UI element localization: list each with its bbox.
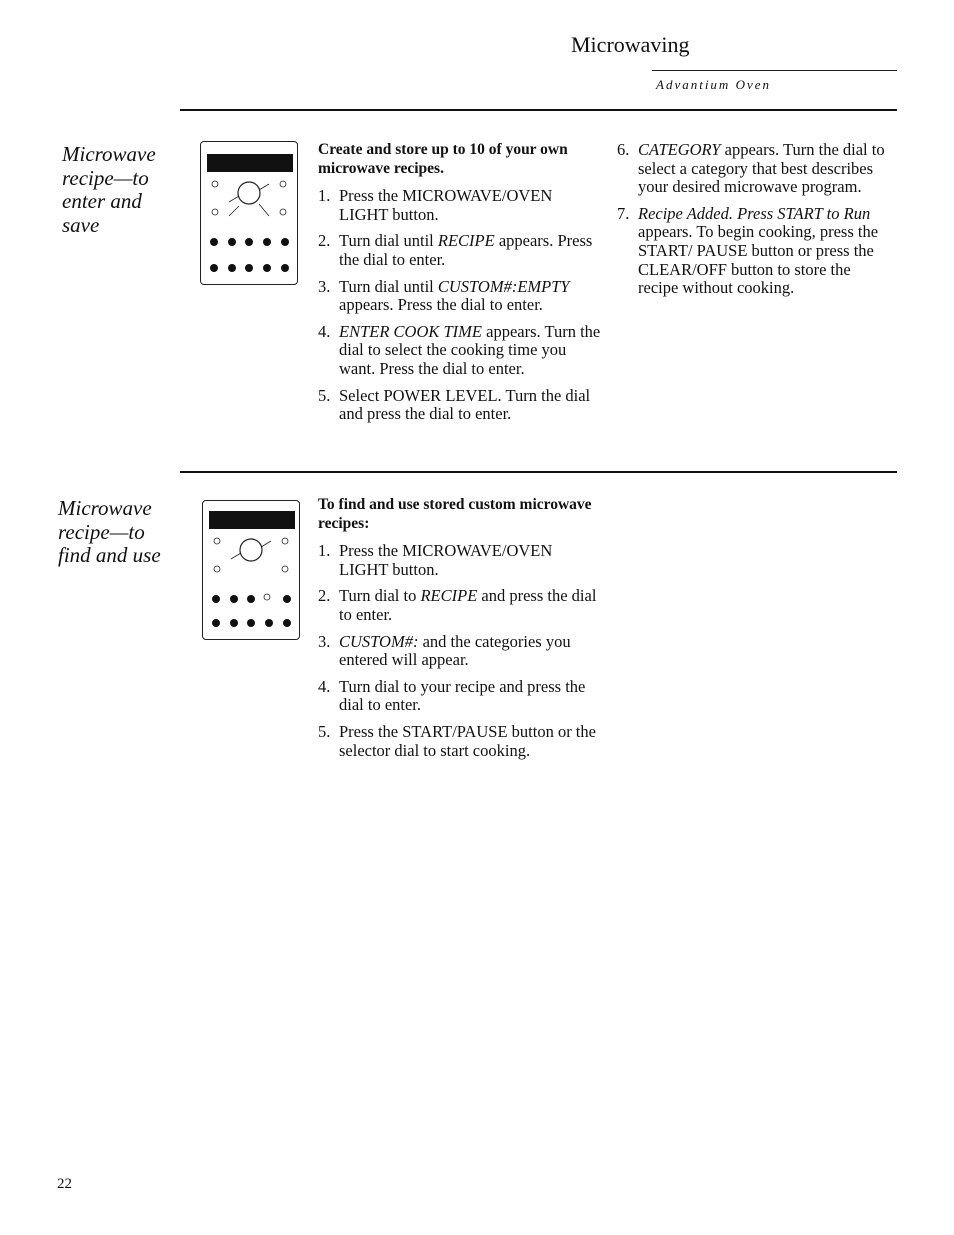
list-item: 5. Select POWER LEVEL. Turn the dial and press the dial to enter.	[318, 385, 591, 424]
selector-dial-icon	[238, 182, 260, 204]
list-item: 1. Press the MICROWAVE/OVEN LIGHT button.	[318, 186, 553, 224]
list-item: 1. Press the MICROWAVE/OVEN LIGHT button.	[318, 541, 553, 579]
list-item: 3. CUSTOM#: and the categories you entered will appear.	[318, 631, 571, 670]
steps-column-enter-save	[318, 141, 603, 432]
list-item: 4. ENTER COOK TIME appears. Turn the dial to select the cooking time you want. Press the dial to enter.	[318, 321, 601, 378]
list-item: 3. Turn dial until CUSTOM#:EMPTY appears. Press the dial to enter.	[318, 276, 570, 315]
list-item: 2. Turn dial to RECIPE and press the dial to enter.	[318, 586, 597, 624]
knob-icon	[214, 566, 220, 572]
knob-icon	[280, 181, 286, 187]
list-item: 4. Turn dial to your recipe and press the dial to enter.	[318, 676, 586, 715]
display-window	[209, 511, 295, 529]
knob-icon	[212, 181, 218, 187]
display-window	[207, 154, 293, 172]
knob-icon	[280, 209, 286, 215]
page-subtitle: Advantium Oven	[656, 77, 772, 92]
selector-dial-icon	[240, 539, 262, 561]
section-divider-middle	[180, 471, 897, 473]
section-heading-enter-save: Microwave recipe—to enter and save	[62, 142, 156, 237]
steps-column-find-use	[318, 496, 603, 768]
steps-column-enter-save-continued	[617, 141, 892, 306]
subtitle-divider	[652, 70, 897, 71]
button-row-icon	[210, 238, 289, 272]
list-item: 7. Recipe Added. Press START to Run appears. To begin cooking, press the START/ PAUSE button or press the CLEAR/OFF button to store the recipe without cooking.	[617, 203, 879, 298]
control-panel-illustration	[202, 500, 300, 640]
section-divider-top	[180, 109, 897, 111]
knob-icon	[212, 209, 218, 215]
intro-text: Create and store up to 10 of your own microwave recipes.	[318, 141, 568, 177]
knob-icon	[282, 566, 288, 572]
intro-text: To find and use stored custom microwave recipes:	[318, 496, 592, 532]
list-item: 2. Turn dial until RECIPE appears. Press the dial to enter.	[318, 231, 593, 269]
control-panel-illustration	[200, 141, 298, 285]
knob-icon	[282, 538, 288, 544]
list-item: 5. Press the START/PAUSE button or the selector dial to start cooking.	[318, 721, 596, 760]
button-row-icon	[212, 595, 291, 627]
page-title: Microwaving	[571, 32, 690, 57]
list-item: 6. CATEGORY appears. Turn the dial to select a category that best describes your desired microwave program.	[617, 140, 885, 197]
section-heading-find-use: Microwave recipe—to find and use	[58, 496, 161, 567]
knob-icon	[214, 538, 220, 544]
page-number: 22	[57, 1176, 72, 1192]
